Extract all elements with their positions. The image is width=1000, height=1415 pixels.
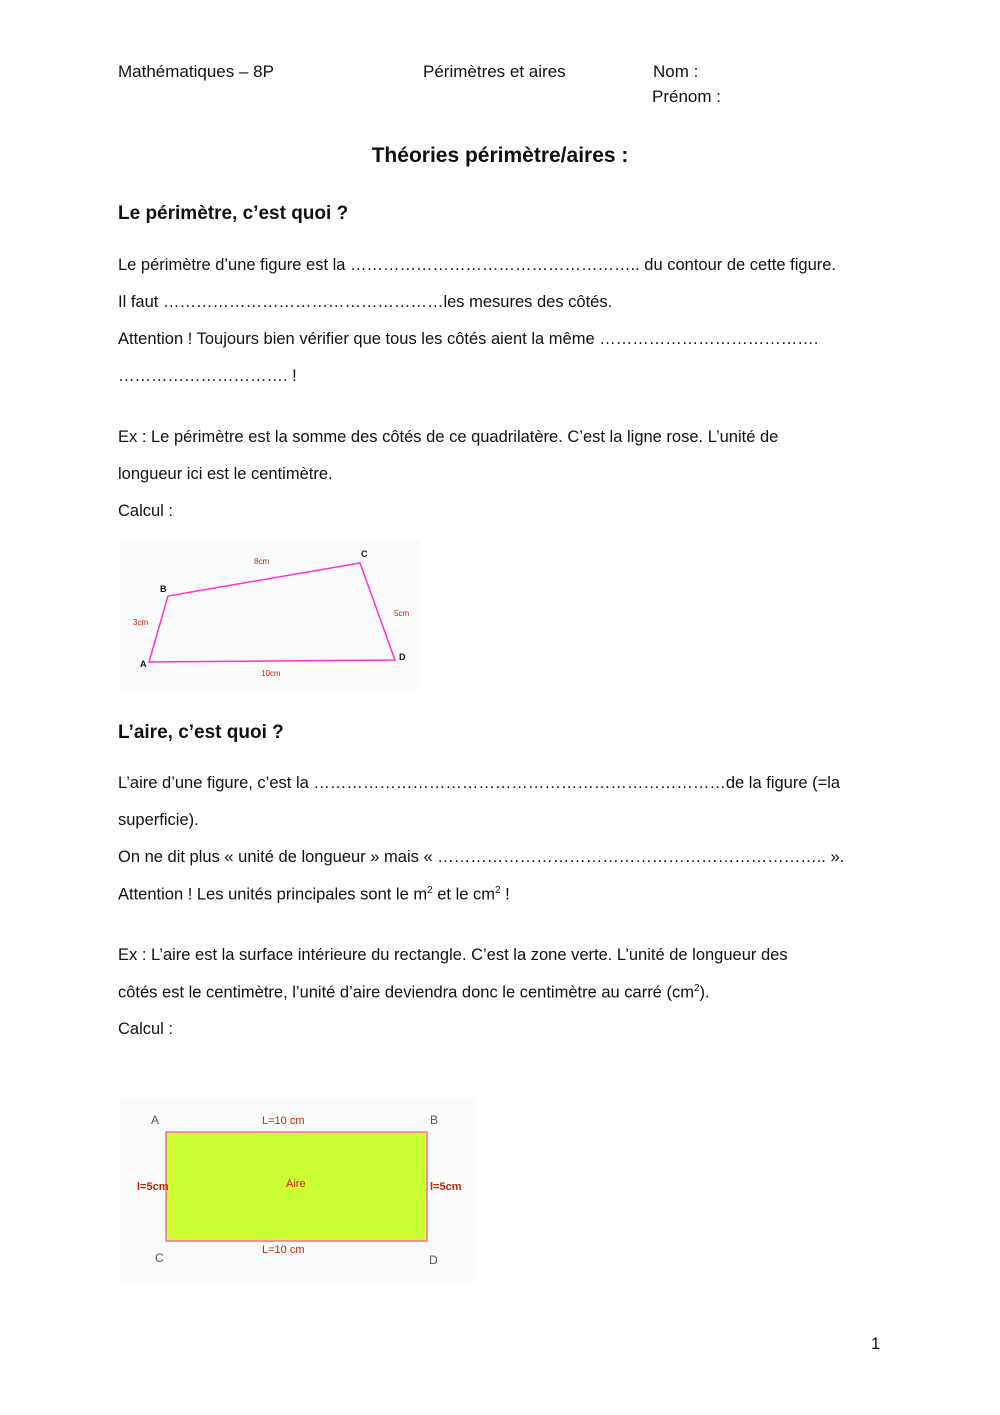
aire-example-text-a: côtés est le centimètre, l’unité d’aire deviendra donc le centimètre au carré (cm bbox=[118, 983, 694, 1002]
perimetre-line1: Le périmètre d’une figure est la …………………………………………….. du contour de cette figure. bbox=[118, 256, 837, 274]
left-side-label: l=5cm bbox=[137, 1181, 169, 1193]
point-d: D bbox=[429, 1253, 438, 1267]
perimetre-line4: …………………………. ! bbox=[118, 367, 297, 385]
perimetre-example-line2: longueur ici est le centimètre. bbox=[118, 465, 333, 483]
header-nom: Nom : bbox=[653, 62, 699, 81]
figure-background bbox=[120, 540, 420, 690]
aire-line4-sup-2: 2 bbox=[495, 885, 501, 896]
aire-line4 bbox=[118, 885, 510, 905]
point-b: B bbox=[430, 1113, 439, 1127]
aire-example-text-b: ). bbox=[699, 983, 710, 1002]
aire-example-sup: 2 bbox=[693, 983, 700, 994]
perimetre-line3: Attention ! Toujours bien vérifier que tous les côtés aient la même …………………………………. bbox=[118, 330, 819, 348]
aire-heading: L’aire, c’est quoi ? bbox=[118, 722, 284, 743]
aire-line4-text-c: ! bbox=[500, 885, 510, 904]
point-d: D bbox=[399, 652, 406, 662]
perimetre-heading: Le périmètre, c’est quoi ? bbox=[118, 203, 349, 224]
rectangle-figure bbox=[120, 1098, 475, 1283]
aire-line4-text-b: et le cm bbox=[432, 885, 496, 904]
aire-line4-text-a: Attention ! Les unités principales sont le m bbox=[118, 885, 428, 904]
header-prenom: Prénom : bbox=[652, 87, 721, 106]
area-center-label: Aire bbox=[286, 1178, 306, 1190]
aire-example-line2 bbox=[118, 983, 710, 1003]
page-number: 1 bbox=[871, 1335, 881, 1353]
header-subject: Mathématiques – 8P bbox=[118, 62, 274, 81]
perimetre-line2: Il faut ……………………………………………les mesures des côtés. bbox=[118, 293, 613, 311]
point-a: A bbox=[151, 1113, 160, 1127]
perimetre-calcul: Calcul : bbox=[118, 502, 174, 520]
aire-line1: L’aire d’une figure, c’est la …………………………………………………………………de la figure (=la bbox=[118, 774, 841, 792]
point-b: B bbox=[160, 584, 167, 594]
aire-line4-sup-1: 2 bbox=[427, 885, 433, 896]
perimetre-example-line1: Ex : Le périmètre est la somme des côtés de ce quadrilatère. C’est la ligne rose. L’unité de bbox=[118, 428, 779, 446]
quadrilateral-figure bbox=[120, 540, 420, 690]
side-cd-label: 5cm bbox=[394, 609, 410, 618]
aire-example-line1: Ex : L’aire est la surface intérieure du rectangle. C’est la zone verte. L’unité de longueur des bbox=[118, 946, 788, 964]
point-a: A bbox=[140, 659, 147, 669]
header-topic: Périmètres et aires bbox=[423, 62, 566, 81]
aire-line2: superficie). bbox=[118, 811, 199, 829]
page-title: Théories périmètre/aires : bbox=[371, 144, 629, 167]
side-ad-label: 10cm bbox=[261, 669, 281, 678]
point-c: C bbox=[361, 549, 368, 559]
side-bc-label: 8cm bbox=[254, 557, 270, 566]
bottom-side-label: L=10 cm bbox=[262, 1244, 305, 1256]
side-ab-label: 3cm bbox=[133, 618, 149, 627]
top-side-label: L=10 cm bbox=[262, 1115, 305, 1127]
aire-calcul: Calcul : bbox=[118, 1020, 174, 1038]
right-side-label: l=5cm bbox=[430, 1181, 462, 1193]
aire-line3: On ne dit plus « unité de longueur » mais « …………………………………………………………….. ». bbox=[118, 848, 845, 866]
point-c: C bbox=[155, 1251, 164, 1265]
